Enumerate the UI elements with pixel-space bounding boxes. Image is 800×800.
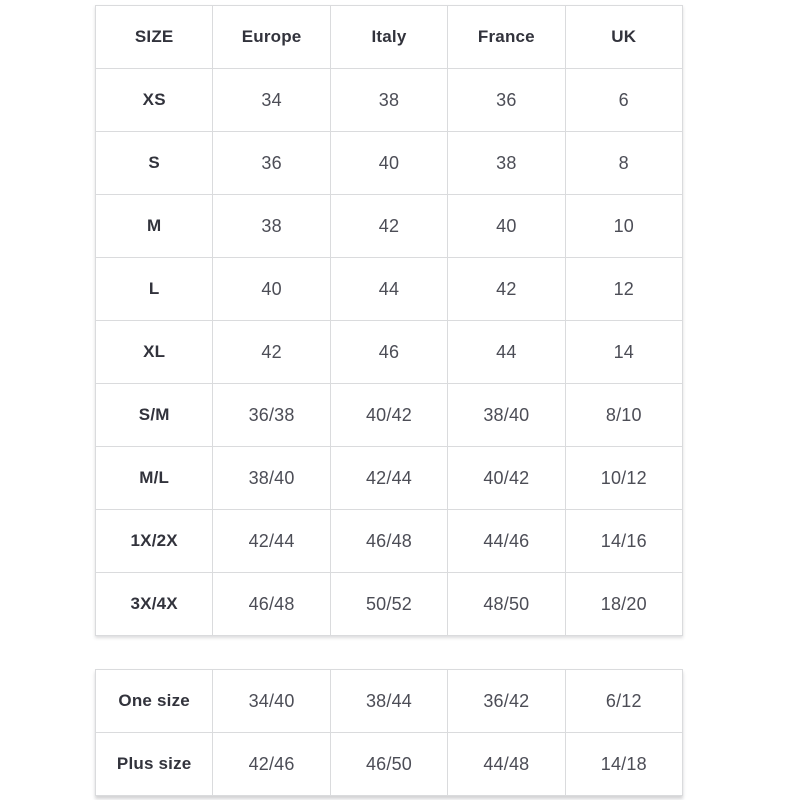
table-cell: 36 [213,132,330,195]
table-cell: 40 [213,258,330,321]
table-row [96,258,683,321]
row-label: 3X/4X [96,573,213,636]
table-cell: 12 [565,258,682,321]
table-cell: 36/42 [448,670,565,733]
header-row [96,6,683,69]
column-header: Europe [213,6,330,69]
row-label: XS [96,69,213,132]
table-cell: 8 [565,132,682,195]
table-cell: 40/42 [330,384,447,447]
table-cell: 42 [213,321,330,384]
table-row [96,447,683,510]
table-row [96,733,683,796]
row-label: M/L [96,447,213,510]
table-cell: 42 [330,195,447,258]
column-header: UK [565,6,682,69]
table-cell: 44 [448,321,565,384]
one-size-plus-size-table [95,669,683,796]
table-row [96,384,683,447]
table-cell: 42/46 [213,733,330,796]
row-label: Plus size [96,733,213,796]
row-label: 1X/2X [96,510,213,573]
table-cell: 50/52 [330,573,447,636]
table-cell: 46/48 [330,510,447,573]
size-conversion-table [95,5,683,636]
table-cell: 40 [448,195,565,258]
table-cell: 38 [213,195,330,258]
table-cell: 38/44 [330,670,447,733]
table-cell: 10/12 [565,447,682,510]
table-cell: 6 [565,69,682,132]
table-row [96,510,683,573]
table-cell: 6/12 [565,670,682,733]
column-header: Italy [330,6,447,69]
table-cell: 42 [448,258,565,321]
table-cell: 36/38 [213,384,330,447]
table-row [96,573,683,636]
row-label: One size [96,670,213,733]
table-cell: 38/40 [213,447,330,510]
table-row [96,195,683,258]
table-cell: 44 [330,258,447,321]
table-cell: 38 [330,69,447,132]
table-cell: 34/40 [213,670,330,733]
table-row [96,670,683,733]
column-header: France [448,6,565,69]
row-label: S [96,132,213,195]
row-label: M [96,195,213,258]
table-cell: 14/18 [565,733,682,796]
table-cell: 8/10 [565,384,682,447]
table-cell: 38 [448,132,565,195]
table-cell: 44/46 [448,510,565,573]
table-cell: 40 [330,132,447,195]
row-label: S/M [96,384,213,447]
table-cell: 18/20 [565,573,682,636]
table-cell: 34 [213,69,330,132]
table-cell: 40/42 [448,447,565,510]
table-cell: 46/48 [213,573,330,636]
table-row [96,69,683,132]
table-cell: 14/16 [565,510,682,573]
table-cell: 42/44 [330,447,447,510]
table-row [96,132,683,195]
size-chart-container [95,5,683,796]
table-cell: 48/50 [448,573,565,636]
table-cell: 42/44 [213,510,330,573]
table-cell: 46 [330,321,447,384]
table-cell: 38/40 [448,384,565,447]
table-cell: 14 [565,321,682,384]
column-header: SIZE [96,6,213,69]
table-row [96,321,683,384]
table-cell: 46/50 [330,733,447,796]
row-label: L [96,258,213,321]
row-label: XL [96,321,213,384]
table-cell: 44/48 [448,733,565,796]
table-cell: 36 [448,69,565,132]
table-cell: 10 [565,195,682,258]
